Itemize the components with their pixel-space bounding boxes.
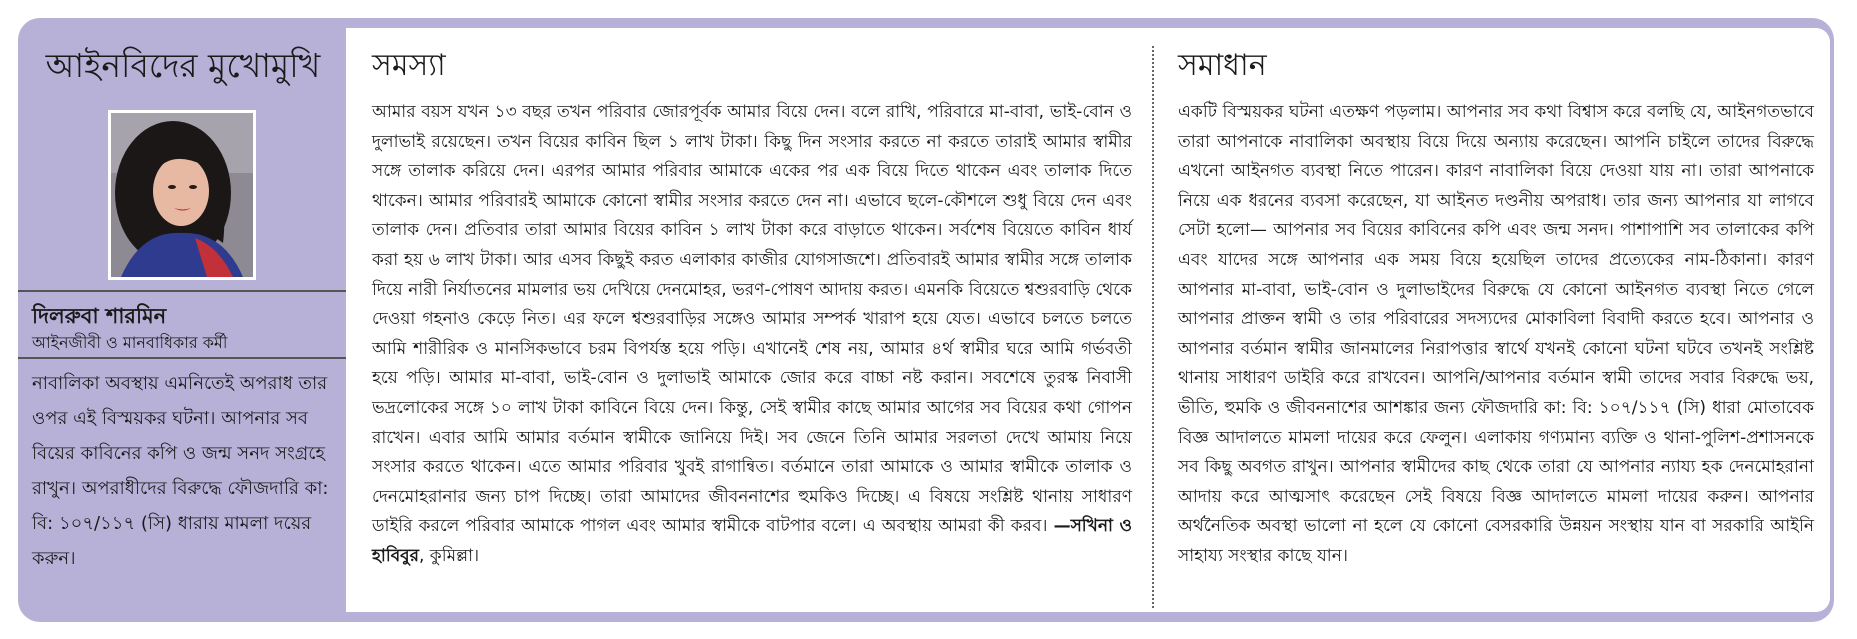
sidebar-divider-top <box>18 290 348 292</box>
column-title: আইনবিদের মুখোমুখি <box>45 46 321 85</box>
author-photo <box>108 110 256 280</box>
problem-body: আমার বয়স যখন ১৩ বছর তখন পরিবার জোরপূর্বক আমার বিয়ে দেন। বলে রাখি, পরিবারে মা-বাবা, ভাই-বোন ও দুলাভাই রয়েছেন। তখন বিয়ের কাবিন ছিল ১ লাখ টাকা। কিছু দিন সংসার করতে না করতে তারাই আমার স্বামীর সঙ্গে তালাক করিয়ে দেন। এরপর আমার পরিবার আমাকে একের পর এক বিয়ে দিতে থাকেন এবং তালাক দিতে থাকেন। আমার পরিবারই আমাকে কোনো স্বামীর সংসার করতে দেন না। এভাবে ছলে-কৌশলে শুধু বিয়ে দেন এবং তালাক দেন। প্রতিবার তারা আমার বিয়ের কাবিন ১ লাখ টাকা করে বাড়াতে থাকেন। সর্বশেষ বিয়েতে কাবিন ধার্য করা হয় ৬ লাখ টাকা। আর এসব কিছুই করত এলাকার কাজীর যোগসাজশে। প্রতিবারই আমার স্বামীর সঙ্গে তালাক দিয়ে নারী নির্যাতনের মামলার ভয় দেখিয়ে দেনমোহর, ভরণ-পোষণ আদায় করত। এমনকি বিয়েতে শ্বশুরবাড়ি থেকে দেওয়া গহনাও কেড়ে নিত। এর ফলে শ্বশুরবাড়ির সঙ্গেও আমার সম্পর্ক খারাপ হয়ে যেত। এভাবে চলতে চলতে আমি শারীরিক ও মানসিকভাবে চরম বিপর্যস্ত হয়ে পড়ি। এখানেই শেষ নয়, আমার ৪র্থ স্বামীর ঘরে আমি গর্ভবতী হয়ে পড়ি। আমার মা-বাবা, ভাই-বোন ও দুলাভাই আমাকে জোর করে বাচ্চা নষ্ট করান। সবশেষে তুরস্ক নিবাসী ভদ্রলোকের সঙ্গে ১০ লাখ টাকা কাবিনে বিয়ে দেন। কিন্তু, সেই স্বামীর কাছে আমার আগের সব বিয়ের কথা গোপন রাখেন। এবার আমি আমার বর্তমান স্বামীকে জানিয়ে দিই। সব জেনে তিনি আমার সরলতা দেখে আমায় নিয়ে সংসার করতে থাকেন। এতে আমার পরিবার খুবই রাগান্বিত। বর্তমানে তারা আমাকে ও আমার স্বামীকে তালাক ও দেনমোহরানার জন্য চাপ দিচ্ছে। তারা আমাদের জীবননাশের হুমকিও দিচ্ছে। এ বিষয়ে সংশ্লিষ্ট থানায় সাধারণ ডাইরি করলে পরিবার আমাকে পাগল এবং আমার স্বামীকে বাটপার বলে। এ অবস্থায় আমরা কী করব। <box>372 102 1132 537</box>
main-content-panel <box>346 28 1830 612</box>
solution-section <box>1178 46 1814 572</box>
author-name: দিলরুবা শারমিন <box>32 304 167 328</box>
problem-section <box>372 46 1132 572</box>
problem-body-paragraph <box>372 98 1132 572</box>
problem-heading: সমস্যা <box>372 48 446 83</box>
summary-text: নাবালিকা অবস্থায় এমনিতেই অপরাধ তার ওপর এই বিস্ময়কর ঘটনা। আপনার সব বিয়ের কাবিনের কপি ও জন্ম সনদ সংগ্রহে রাখুন। অপরাধীদের বিরুদ্ধে ফৌজদারি কা: বি: ১০৭/১১৭ (সি) ধারায় মামলা দয়ের করুন। <box>32 373 329 569</box>
problem-location: , কুমিল্লা। <box>419 545 480 566</box>
author-portrait-image <box>111 113 253 277</box>
sidebar-divider-bottom <box>18 357 348 359</box>
column-divider <box>1152 46 1154 608</box>
solution-heading: সমাধান <box>1178 48 1267 83</box>
problem-signature: —সখিনা ও হাবিবুর <box>372 516 1132 566</box>
author-role: আইনজীবী ও মানবাধিকার কর্মী <box>32 333 228 352</box>
sidebar-panel <box>18 18 348 622</box>
solution-body: একটি বিস্ময়কর ঘটনা এতক্ষণ পড়লাম। আপনার সব কথা বিশ্বাস করে বলছি যে, আইনগতভাবে তারা আপনাকে নাবালিকা অবস্থায় বিয়ে দিয়ে অন্যায় করেছেন। আপনি চাইলে তাদের বিরুদ্ধে এখনো আইনগত ব্যবস্থা নিতে পারেন। কারণ নাবালিকা বিয়ে দেওয়া যায় না। তারা আপনাকে নিয়ে এক ধরনের ব্যবসা করেছেন, যা আইনত দণ্ডনীয় অপরাধ। তার জন্য আপনার যা লাগবে সেটা হলো— আপনার সব বিয়ের কাবিনের কপি এবং জন্ম সনদ। পাশাপাশি সব তালাকের কপি এবং যাদের সঙ্গে আপনার এক সময় বিয়ে হয়েছিল তাদের প্রত্যেকের নাম-ঠিকানা। কারণ আপনার মা-বাবা, ভাই-বোন ও দুলাভাইদের বিরুদ্ধে যে কোনো আইনগত ব্যবস্থা নিতে গেলে আপনার প্রাক্তন স্বামী ও তার পরিবারের সদস্যদের মোকাবিলা বিবাদী করতে হবে। আপনার ও আপনার বর্তমান স্বামীর জানমালের নিরাপত্তার স্বার্থে যখনই কোনো ঘটনা ঘটবে তখনই সংশ্লিষ্ট থানায় সাধারণ ডাইরি করে রাখবেন। আপনি/আপনার বর্তমান স্বামী তাদের সবার বিরুদ্ধে ভয়, ভীতি, হুমকি ও জীবননাশের আশঙ্কার জন্য ফৌজদারি কা: বি: ১০৭/১১৭ (সি) ধারা মোতাবেক বিজ্ঞ আদালতে মামলা দায়ের করে ফেলুন। এলাকায় গণ্যমান্য ব্যক্তি ও থানা-পুলিশ-প্রশাসনকে সব কিছু অবগত রাখুন। আপনার স্বামীদের কাছ থেকে তারা যে আপনার ন্যায্য হক দেনমোহরানা আদায় করে আত্মসাৎ করেছেন সেই বিষয়ে বিজ্ঞ আদালতে মামলা দায়ের করুন। আপনার অর্থনৈতিক অবস্থা ভালো না হলে যে কোনো বেসরকারি উন্নয়ন সংস্থায় যান বা সরকারি আইনি সাহায্য সংস্থার কাছে যান। <box>1178 102 1814 566</box>
